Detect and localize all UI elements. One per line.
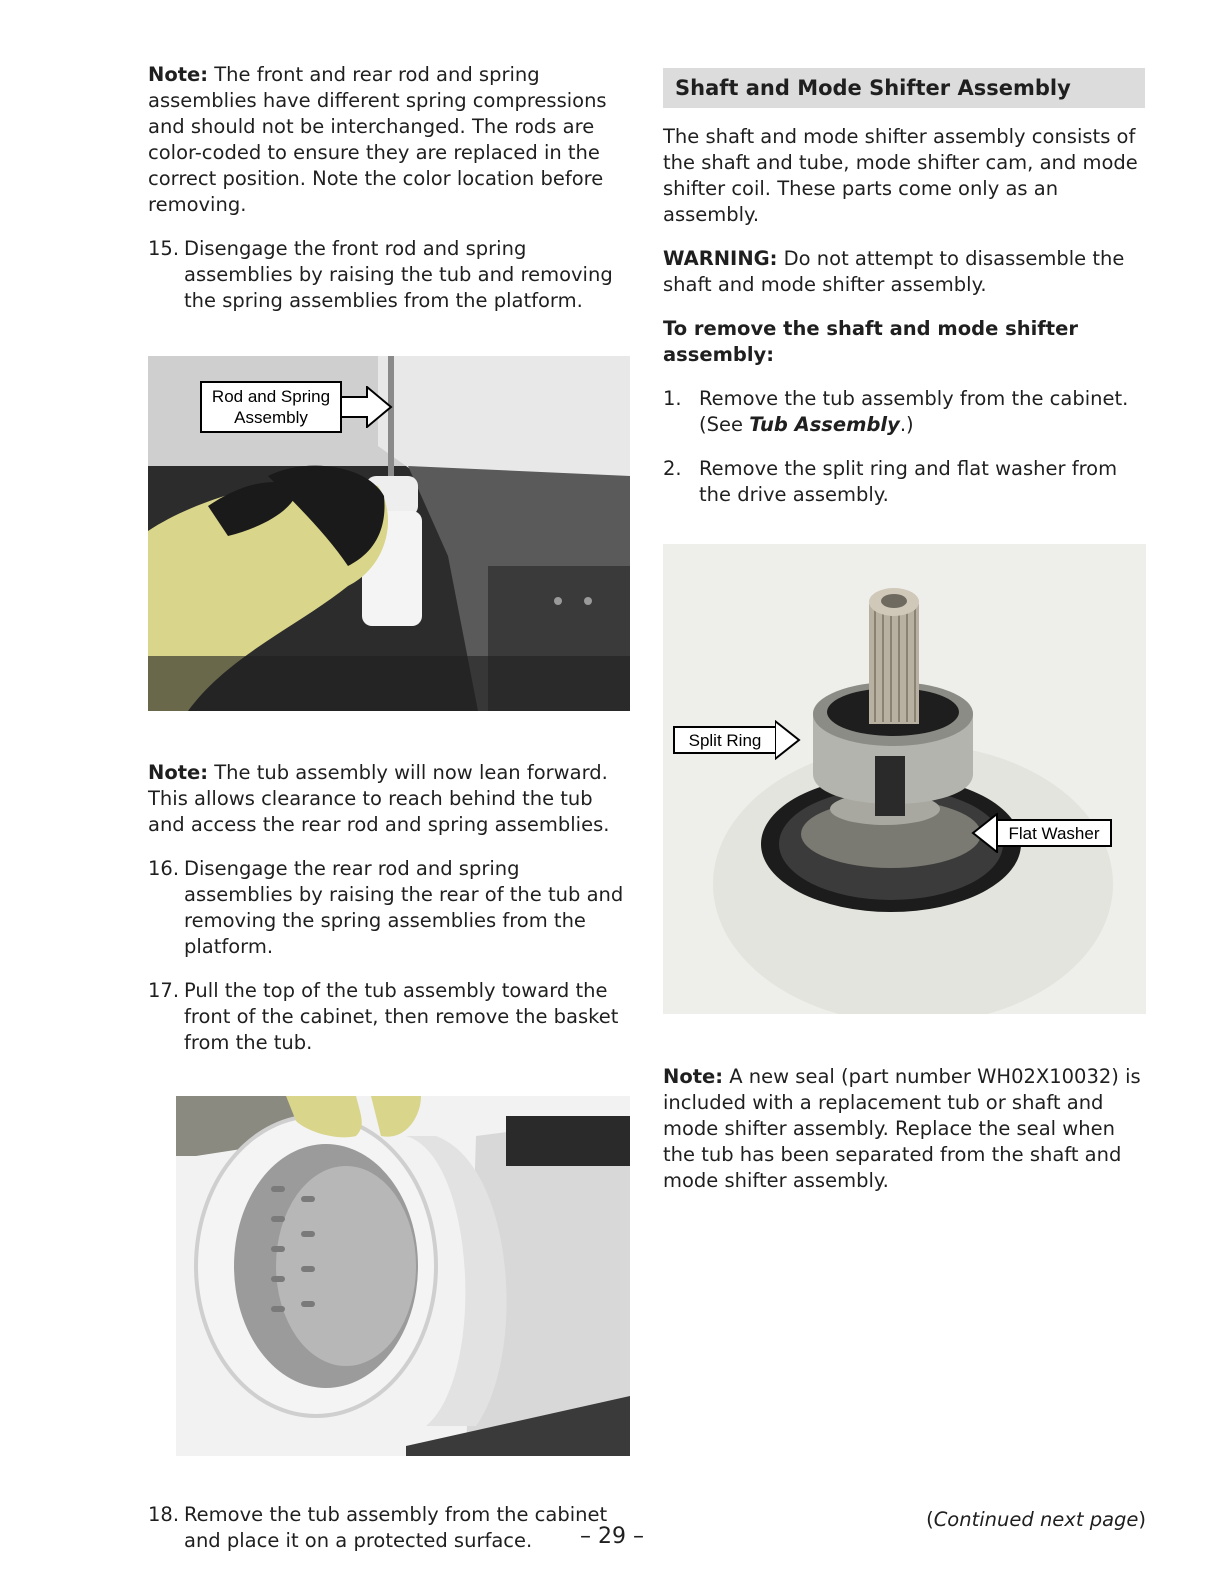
step-1 bbox=[663, 386, 1145, 438]
tub-removal-photo bbox=[176, 1096, 630, 1456]
cross-reference-link[interactable]: Tub Assembly bbox=[749, 413, 900, 436]
flat-washer-callout bbox=[996, 819, 1112, 847]
callout-label: Rod and Spring Assembly bbox=[211, 387, 331, 427]
tub-removal-illustration bbox=[176, 1096, 630, 1456]
note-text: The tub assembly will now lean forward. This allows clearance to reach behind the tub and access the rear rod and spring assemblies. bbox=[148, 761, 610, 836]
step-17 bbox=[148, 978, 630, 1056]
page-number: – 29 – bbox=[580, 1524, 644, 1549]
step-text: Remove the tub assembly from the cabinet. (See bbox=[699, 387, 1129, 436]
step-number: 1. bbox=[663, 387, 682, 410]
step-text: Disengage the front rod and spring assemblies by raising the tub and removing the spring assemblies from the platform. bbox=[184, 237, 613, 312]
step-text-end: .) bbox=[899, 413, 914, 436]
step-number: 17. bbox=[148, 979, 180, 1002]
step-text: Disengage the rear rod and spring assemblies by raising the rear of the tub and removing the spring assemblies from the platform. bbox=[184, 857, 624, 958]
callout-label: Flat Washer bbox=[1008, 824, 1100, 843]
shaft-assembly-illustration bbox=[663, 544, 1146, 1014]
step-number: 16. bbox=[148, 857, 180, 880]
section-heading: Shaft and Mode Shifter Assembly bbox=[663, 68, 1145, 108]
warning-paragraph bbox=[663, 246, 1145, 298]
continued-text: Continued next page bbox=[933, 1508, 1139, 1531]
step-text: Pull the top of the tub assembly toward the front of the cabinet, then remove the basket from the tub. bbox=[184, 979, 619, 1054]
procedure-heading: To remove the shaft and mode shifter assembly: bbox=[663, 317, 1078, 366]
step-15 bbox=[148, 236, 630, 314]
rod-spring-callout bbox=[200, 381, 342, 433]
arrow-right-icon bbox=[775, 720, 801, 760]
paren-open: ( bbox=[926, 1508, 934, 1531]
note-text: A new seal (part number WH02X10032) is included with a replacement tub or shaft and mode shifter assembly. Replace the seal when the tub has been separated from the shaft and mode shifter assembly. bbox=[663, 1065, 1141, 1192]
step-16 bbox=[148, 856, 630, 960]
note-label: Note: bbox=[148, 761, 209, 784]
note-tub-lean bbox=[148, 760, 630, 838]
note-seal bbox=[663, 1064, 1145, 1194]
step-text: Remove the tub assembly from the cabinet and place it on a protected surface. bbox=[184, 1503, 608, 1552]
step-number: 18. bbox=[148, 1503, 180, 1526]
warning-text: Do not attempt to disassemble the shaft and mode shifter assembly. bbox=[663, 247, 1125, 296]
note-text: The front and rear rod and spring assemblies have different spring compressions and should not be interchanged. The rods are color-coded to ensure they are replaced in the correct position. Note the color location before removing. bbox=[148, 63, 607, 216]
left-column bbox=[148, 62, 630, 1554]
note-rod-spring bbox=[148, 62, 630, 218]
step-number: 2. bbox=[663, 457, 682, 480]
step-number: 15. bbox=[148, 237, 180, 260]
step-2 bbox=[663, 456, 1145, 508]
arrow-left-icon bbox=[970, 813, 998, 853]
right-column bbox=[663, 62, 1145, 1194]
note-label: Note: bbox=[663, 1065, 724, 1088]
callout-label: Split Ring bbox=[688, 731, 762, 750]
arrow-right-icon bbox=[341, 386, 393, 428]
shaft-assembly-photo bbox=[663, 544, 1146, 1014]
paren-close: ) bbox=[1138, 1508, 1146, 1531]
warning-label: WARNING: bbox=[663, 247, 778, 270]
section-intro: The shaft and mode shifter assembly consists of the shaft and tube, mode shifter cam, and mode shifter coil. These parts come only as an assembly. bbox=[663, 125, 1138, 226]
rod-spring-photo bbox=[148, 356, 630, 711]
split-ring-callout bbox=[673, 726, 777, 754]
note-label: Note: bbox=[148, 63, 209, 86]
step-text: Remove the split ring and flat washer from the drive assembly. bbox=[699, 457, 1118, 506]
